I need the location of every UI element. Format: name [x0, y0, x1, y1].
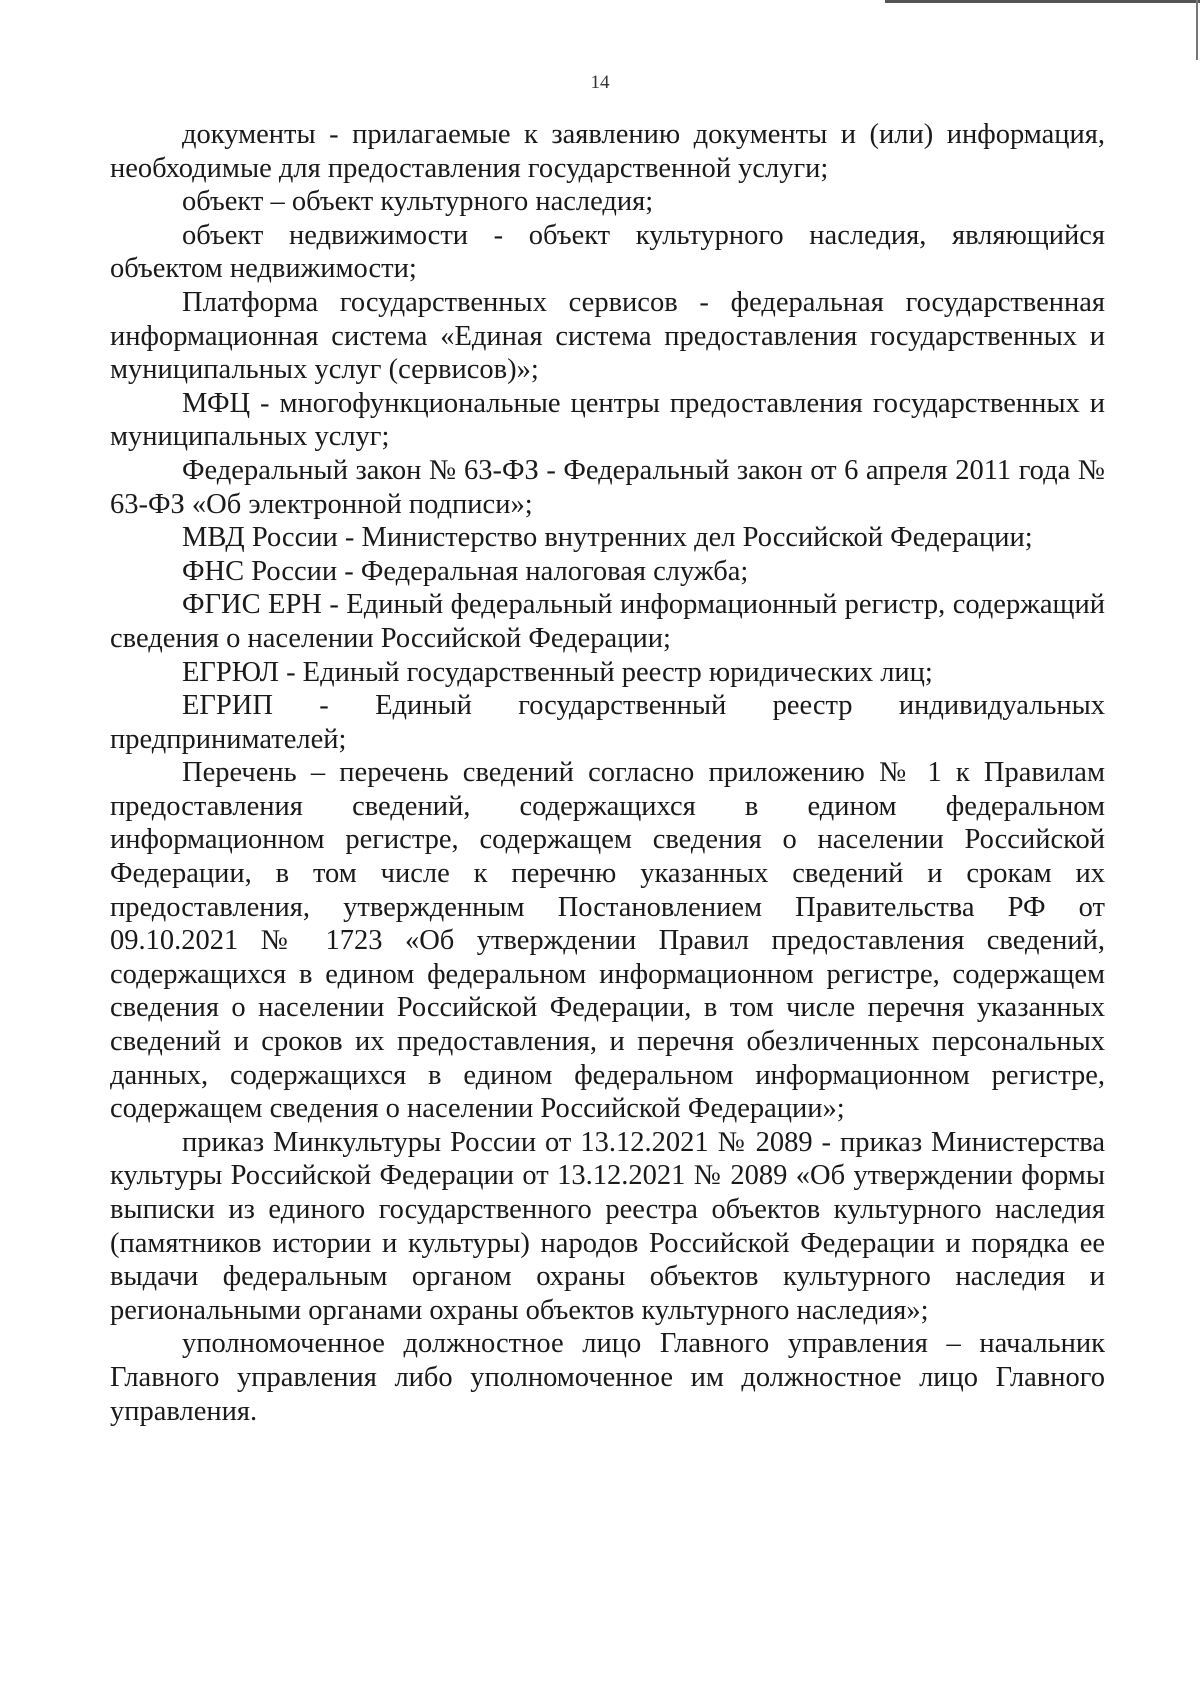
paragraph-list: Перечень – перечень сведений согласно приложению № 1 к Правилам предоставления сведений, содержащихся в едином федеральном информационном регистре, содержащем сведения о населении Российской Федерации, в том числе к перечню указанных сведений и срокам их предоставления, утвержденным Постановлением Правительства РФ от 09.10.2021 № 1723 «Об утверждении Правил предоставления сведений, содержащихся в едином федеральном информационном регистре, содержащем сведения о населении Российской Федерации, в том числе перечня указанных сведений и сроков их предоставления, и перечня обезличенных персональных данных, содержащихся в едином федеральном информационном регистре, содержащем сведения о населении Российской Федерации»; — [110, 757, 1105, 1125]
paragraph-egrip: ЕГРИП - Единый государственный реестр индивидуальных предпринимателей; — [110, 690, 1105, 755]
paragraph-fns: ФНС России - Федеральная налоговая служба; — [182, 555, 749, 587]
paragraph-gov-services-platform: Платформа государственных сервисов - федеральная государственная информационная система «Единая система предоставления государственных и муниципальных услуг (сервисов)»; — [110, 286, 1105, 386]
scan-edge-top — [885, 0, 1200, 3]
paragraph-documents: документы - прилагаемые к заявлению документы и (или) информация, необходимые для предоставления государственной услуги; — [110, 119, 1105, 184]
paragraph-mfc: МФЦ - многофункциональные центры предоставления государственных и муниципальных услуг; — [110, 387, 1105, 453]
paragraph-real-estate-object: объект недвижимости - объект культурного наследия, являющийся объектом недвижимости; — [110, 219, 1105, 285]
scan-edge-right — [1196, 0, 1198, 60]
paragraph-object: объект – объект культурного наследия; — [182, 186, 654, 218]
paragraph-ministry-order: приказ Минкультуры России от 13.12.2021 № 2089 - приказ Министерства культуры Российской Федерации от 13.12.2021 № 2089 «Об утверждении формы выписки из единого государственного реестра объектов культурного наследия (памятников истории и культуры) народов Российской Федерации и порядка ее выдачи федеральным органом охраны объектов культурного наследия и региональными органами охраны объектов культурного наследия»; — [110, 1126, 1105, 1326]
page-number: 14 — [590, 72, 610, 93]
paragraph-fgis-ern: ФГИС ЕРН - Единый федеральный информационный регистр, содержащий сведения о населении Российской Федерации; — [110, 589, 1105, 654]
paragraph-federal-law-63: Федеральный закон № 63-ФЗ - Федеральный закон от 6 апреля 2011 года № 63-ФЗ «Об электронной подписи»; — [110, 454, 1105, 520]
paragraph-mvd: МВД России - Министерство внутренних дел Российской Федерации; — [182, 522, 1033, 554]
paragraph-egrul: ЕГРЮЛ - Единый государственный реестр юридических лиц; — [182, 656, 933, 688]
document-body — [110, 118, 1105, 1428]
paragraph-authorized-official: уполномоченное должностное лицо Главного управления – начальник Главного управления либо уполномоченное им должностное лицо Главного управления. — [110, 1328, 1105, 1427]
